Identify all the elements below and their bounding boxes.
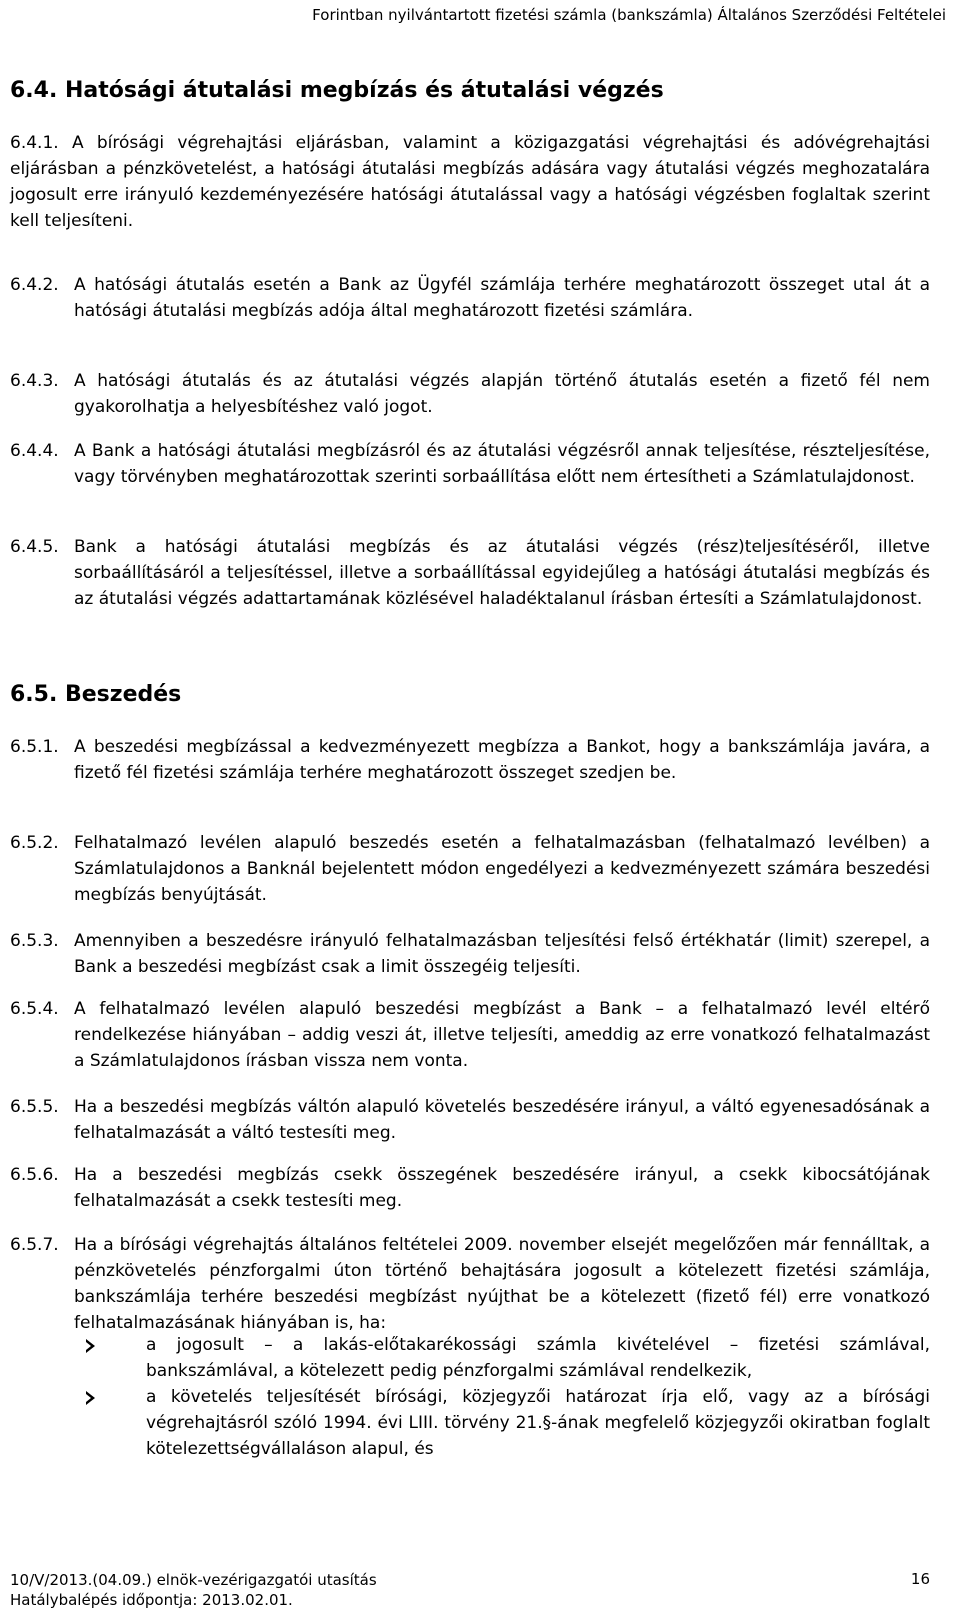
footer-info: [10, 1570, 377, 1610]
list-item-text: a követelés teljesítését bírósági, közjegyzői határozat írja elő, vagy az a bírósági végrehajtásról szóló 1994. évi LIII. törvény 21.§-ának megfelelő közjegyzői okiratban foglalt kötelezettségvállaláson alapul, és: [146, 1387, 930, 1459]
paragraph-number: 6.5.4.: [10, 999, 59, 1019]
paragraph-6-5-7: [10, 1232, 930, 1336]
page-number: 16: [910, 1570, 930, 1588]
paragraph-6-5-3: [10, 928, 930, 980]
running-header: Forintban nyilvántartott fizetési számla (bankszámla) Általános Szerződési Feltételei: [312, 6, 946, 24]
paragraph-6-4-3: [10, 368, 930, 420]
paragraph-number: 6.5.5.: [10, 1097, 59, 1117]
list-item-text: a jogosult – a lakás-előtakarékossági számla kivételével – fizetési számlával, bankszámlával, a kötelezett pedig pénzforgalmi számlával rendelkezik,: [146, 1335, 930, 1381]
paragraph-text: A hatósági átutalás és az átutalási végzés alapján történő átutalás esetén a fizető fél nem gyakorolhatja a helyesbítéshez való jogot.: [74, 371, 930, 417]
paragraph-number: 6.5.1.: [10, 737, 59, 757]
section-6-4-heading: 6.4. Hatósági átutalási megbízás és átutalási végzés: [10, 78, 664, 103]
paragraph-6-4-5: [10, 534, 930, 612]
paragraph-text: A beszedési megbízással a kedvezményezett megbízza a Bankot, hogy a bankszámlája javára, a fizető fél fizetési számlája terhére meghatározott összeget szedjen be.: [74, 737, 930, 783]
paragraph-text: Amennyiben a beszedésre irányuló felhatalmazásban teljesítési felső értékhatár (limit) szerepel, a Bank a beszedési megbízást csak a limit összegéig teljesíti.: [74, 931, 930, 977]
paragraph-text: A felhatalmazó levélen alapuló beszedési megbízást a Bank – a felhatalmazó levél eltérő rendelkezése hiányában – addig veszi át, illetve teljesíti, ameddig az erre vonatkozó felhatalmazást a Számlatulajdonos írásban vissza nem vonta.: [74, 999, 930, 1071]
paragraph-6-5-1: [10, 734, 930, 786]
paragraph-text: Felhatalmazó levélen alapuló beszedés esetén a felhatalmazásban (felhatalmazó levélben) a Számlatulajdonos a Banknál bejelentett módon engedélyezi a kedvezményezett számára beszedési megbízás benyújtását.: [74, 833, 930, 905]
footer-directive: 10/V/2013.(04.09.) elnök-vezérigazgatói utasítás: [10, 1571, 377, 1589]
paragraph-number: 6.5.6.: [10, 1165, 59, 1185]
paragraph-6-5-4: [10, 996, 930, 1074]
paragraph-text: A Bank a hatósági átutalási megbízásról és az átutalási végzésről annak teljesítése, részteljesítése, vagy törvényben meghatározottak szerinti sorbaállítása előtt nem értesítheti a Számlatulajdonost.: [74, 441, 930, 487]
paragraph-text: Ha a beszedési megbízás csekk összegének beszedésére irányul, a csekk kibocsátójának felhatalmazását a csekk testesíti meg.: [74, 1165, 930, 1211]
paragraph-6-5-5: [10, 1094, 930, 1146]
paragraph-number: 6.4.4.: [10, 441, 59, 461]
paragraph-6-5-6: [10, 1162, 930, 1214]
footer-effective-date: Hatálybalépés időpontja: 2013.02.01.: [10, 1591, 293, 1609]
paragraph-number: 6.5.3.: [10, 931, 59, 951]
paragraph-6-4-1: [10, 130, 930, 234]
paragraph-number: 6.4.1.: [10, 133, 59, 153]
paragraph-number: 6.5.7.: [10, 1235, 59, 1255]
paragraph-text: A bírósági végrehajtási eljárásban, valamint a közigazgatási végrehajtási és adóvégrehajtási eljárásban a pénzkövetelést, a hatósági átutalási megbízás adására vagy átutalási végzés meghozatalára jogosult erre irányuló kezdeményezésére hatósági átutalással vagy a hatósági végzésben foglaltak szerint kell teljesíteni.: [10, 133, 931, 231]
paragraph-text: Bank a hatósági átutalási megbízás és az átutalási végzés (rész)teljesítéséről, illetve sorbaállításáról a teljesítéssel, illetve a sorbaállítással egyidejűleg a hatósági átutalási megbízás és az átutalási végzés adattartamának közlésével haladéktalanul írásban értesíti a Számlatulajdonost.: [74, 537, 930, 609]
paragraph-number: 6.4.5.: [10, 537, 59, 557]
bullet-list: [74, 1332, 930, 1462]
paragraph-number: 6.4.2.: [10, 275, 59, 295]
paragraph-6-4-2: [10, 272, 930, 324]
section-6-5-heading: 6.5. Beszedés: [10, 682, 182, 707]
arrow-bullet-icon: [86, 1339, 95, 1353]
paragraph-text: Ha a bírósági végrehajtás általános feltételei 2009. november elsejét megelőzően már fennálltak, a pénzkövetelés pénzforgalmi úton történő behajtására jogosult a kötelezett fizetési számlája, bankszámlája terhére beszedési megbízást nyújthat be a kötelezett (fizető fél) erre vonatkozó felhatalmazásának hiányában is, ha:: [74, 1235, 930, 1333]
paragraph-text: A hatósági átutalás esetén a Bank az Ügyfél számlája terhére meghatározott összeget utal át a hatósági átutalási megbízás adója által meghatározott fizetési számlára.: [74, 275, 930, 321]
paragraph-text: Ha a beszedési megbízás váltón alapuló követelés beszedésére irányul, a váltó egyenesadósának a felhatalmazását a váltó testesíti meg.: [74, 1097, 930, 1143]
paragraph-number: 6.4.3.: [10, 371, 59, 391]
paragraph-number: 6.5.2.: [10, 833, 59, 853]
list-item: [74, 1384, 930, 1462]
list-item: [74, 1332, 930, 1384]
paragraph-6-4-4: [10, 438, 930, 490]
paragraph-6-5-2: [10, 830, 930, 908]
arrow-bullet-icon: [86, 1391, 95, 1405]
